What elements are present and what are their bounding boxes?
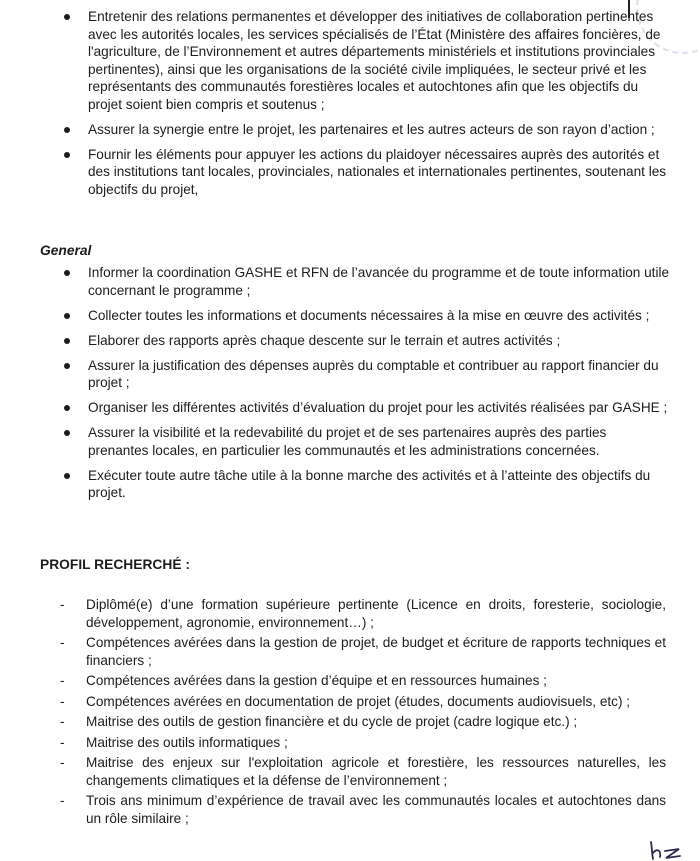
list-item: Assurer la synergie entre le projet, les partenaires et les autres acteurs de son rayon d’action ;	[0, 121, 700, 139]
list-item: - Diplômé(e) d’une formation supérieure pertinente (Licence en droits, foresterie, sociologie, développement, agronomie, environnement…) ;	[60, 597, 666, 630]
bullet-icon	[64, 127, 70, 133]
dash-marker: -	[60, 734, 65, 750]
list-item: Organiser les différentes activités d’évaluation du projet pour les activités réalisées par GASHE ;	[0, 399, 700, 417]
list-item: Assurer la justification des dépenses auprès du comptable et contribuer au rapport financier du projet ;	[0, 357, 700, 392]
list-item: Elaborer des rapports après chaque descente sur le terrain et autres activités ;	[0, 332, 700, 350]
dash-marker: -	[60, 693, 65, 709]
list-item: Collecter toutes les informations et documents nécessaires à la mise en œuvre des activités ;	[0, 307, 700, 325]
list-item: Entretenir des relations permanentes et développer des initiatives de collaboration pertinentes avec les autorités locales, les services spécialisés de l’État (Ministère des affaires foncières, de l'agriculture, de l’Environnement et autres départements ministériels et institutions provinciales pertinentes), ainsi que les organisations de la société civile impliquées, le secteur privé et les représentants des communautés forestières locales et autochtones afin que les objectifs du projet soient bien compris et soutenus ;	[0, 8, 700, 113]
dash-marker: -	[60, 714, 65, 729]
list-item: - Maitrise des outils informatiques ;	[60, 734, 288, 750]
bullet-icon	[64, 14, 70, 20]
list-item: - Maitrise des outils de gestion financière et du cycle de projet (cadre logique etc.) ;	[60, 714, 578, 729]
dash-marker: -	[60, 755, 65, 770]
list-item: - Maitrise des enjeux sur l'exploitation agricole et forestière, les ressources naturelles, les changements climatiques et la défense de l’environnement ;	[60, 755, 666, 788]
bullet-icon	[64, 363, 70, 369]
general-list	[0, 264, 700, 509]
list-item: - Compétences avérées dans la gestion d’équipe et en ressources humaines ;	[60, 673, 547, 688]
list-item: - Trois ans minimum d’expérience de travail avec les communautés locales et autochtones dans un rôle similaire ;	[60, 793, 666, 826]
bullet-icon	[64, 473, 70, 479]
bullet-icon	[64, 313, 70, 319]
list-item: Informer la coordination GASHE et RFN de l’avancée du programme et de toute information utile concernant le programme ;	[0, 264, 700, 299]
list-item: - Compétences avérées en documentation de projet (études, documents audiovisuels, etc) ;	[60, 693, 631, 709]
dash-marker: -	[60, 673, 65, 688]
bullet-icon	[64, 430, 70, 436]
dash-marker: -	[60, 597, 65, 612]
bullet-icon	[64, 152, 70, 158]
bullet-icon	[64, 405, 70, 411]
dash-marker: -	[60, 793, 65, 808]
responsibilities-list	[0, 8, 700, 206]
bullet-icon	[64, 270, 70, 276]
list-item: Assurer la visibilité et la redevabilité du projet et de ses partenaires auprès des parties prenantes locales, en particulier les communautés et les administrations concernées.	[0, 424, 700, 459]
list-item: Fournir les éléments pour appuyer les actions du plaidoyer nécessaires auprès des autorités et des institutions tant locales, provinciales, nationales et internationales pertinentes, soutenant les objectifs du projet,	[0, 146, 700, 199]
handwritten-initials	[648, 838, 682, 860]
profile-requirements-list	[0, 596, 700, 830]
bullet-icon	[64, 338, 70, 344]
section-heading-general: General	[40, 243, 92, 258]
dash-marker: -	[60, 635, 65, 650]
section-heading-profil: PROFIL RECHERCHÉ :	[40, 557, 190, 572]
list-item: - Compétences avérées dans la gestion de projet, de budget et écriture de rapports techniques et financiers ;	[60, 635, 666, 668]
list-item: Exécuter toute autre tâche utile à la bonne marche des activités et à l’atteinte des objectifs du projet.	[0, 467, 700, 502]
